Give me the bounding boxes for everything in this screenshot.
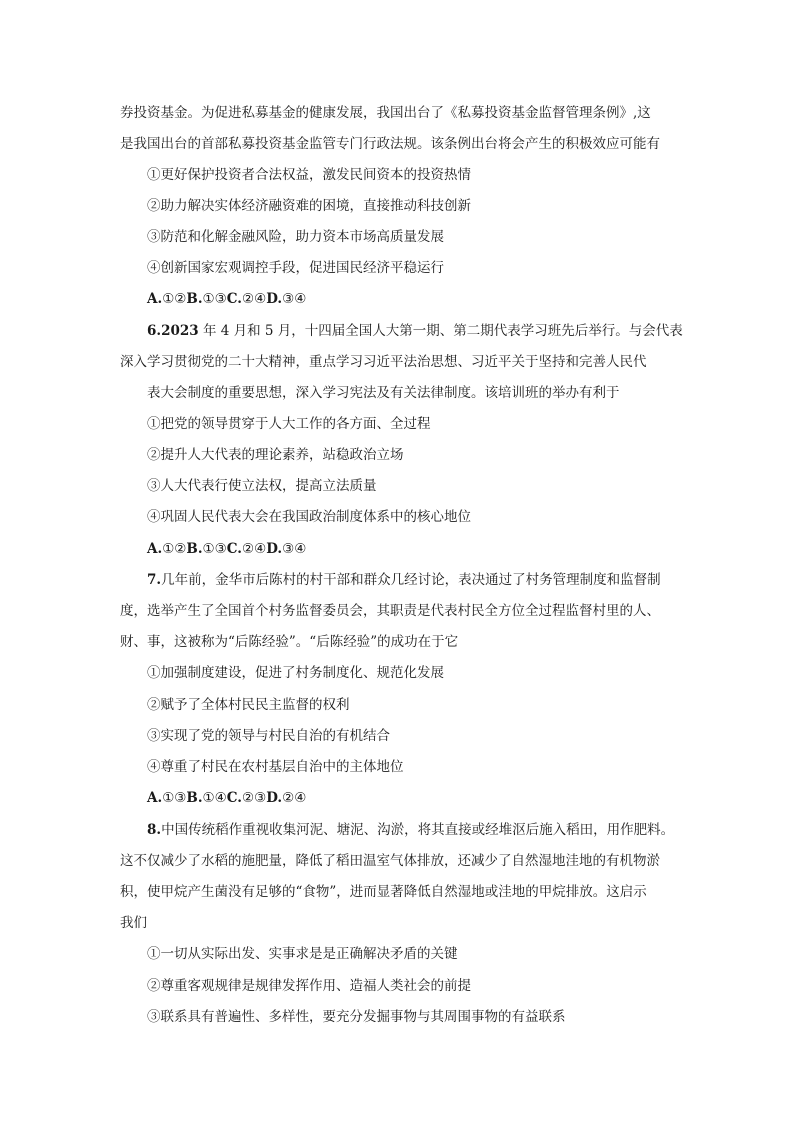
q5-option-1: ①更好保护投资者合法权益，激发民间资本的投资热情 xyxy=(147,167,471,183)
q8-option-2: ②尊重客观规律是规律发挥作用、造福人类社会的前提 xyxy=(147,978,471,994)
q5-stem-line-1: 券投资基金。为促进私募基金的健康发展，我国出台了《私募投资基金监督管理条例》,这 xyxy=(120,105,651,121)
q7-answer-choices: A.①③B.①④C.②③D.②④ xyxy=(147,790,307,806)
q8-stem-line-3: 积，使甲烷产生菌没有足够的“食物”，进而显著降低自然湿地或洼地的甲烷排放。这启示 xyxy=(120,884,647,900)
q7-option-4: ④尊重了村民在农村基层自治中的主体地位 xyxy=(147,759,404,775)
q7-stem-line-2: 度，选举产生了全国首个村务监督委员会，其职责是代表村民全方位全过程监督村里的人、 xyxy=(120,603,660,619)
q5-option-2: ②助力解决实体经济融资难的困境，直接推动科技创新 xyxy=(147,198,471,214)
q7-option-3: ③实现了党的领导与村民自治的有机结合 xyxy=(147,728,390,744)
q6-stem-line-3: 表大会制度的重要思想，深入学习宪法及有关法律制度。该培训班的举办有利于 xyxy=(147,385,620,401)
q6-option-3: ③人大代表行使立法权，提高立法质量 xyxy=(147,478,377,494)
q8-option-1: ①一切从实际出发、实事求是是正确解决矛盾的关键 xyxy=(147,946,458,962)
q7-stem-line-1: 7.几年前，金华市后陈村的村干部和群众几经讨论，表决通过了村务管理制度和监督制 xyxy=(147,572,661,588)
q8-stem-line-1: 8.中国传统稻作重视收集河泥、塘泥、沟淤，将其直接或经堆沤后施入稻田，用作肥料。 xyxy=(147,822,675,838)
q8-option-3: ③联系具有普遍性、多样性，要充分发掘事物与其周围事物的有益联系 xyxy=(147,1009,566,1025)
q6-stem-line-1: 6.2023 年 4 月和 5 月，十四届全国人大第一期、第二期代表学习班先后举行。与会代表 xyxy=(147,323,683,339)
q8-stem-line-2: 这不仅减少了水稻的施肥量，降低了稻田温室气体排放，还减少了自然湿地洼地的有机物淤 xyxy=(120,853,660,869)
q5-stem-line-2: 是我国出台的首部私募投资基金监管专门行政法规。该条例出台将会产生的积极效应可能有 xyxy=(120,136,660,152)
q8-stem-line-4: 我们 xyxy=(120,915,147,931)
q5-answer-choices: A.①②B.①③C.②④D.③④ xyxy=(147,291,307,307)
q6-option-2: ②提升人大代表的理论素养，站稳政治立场 xyxy=(147,447,404,463)
q6-option-1: ①把党的领导贯穿于人大工作的各方面、全过程 xyxy=(147,416,431,432)
q5-option-4: ④创新国家宏观调控手段，促进国民经济平稳运行 xyxy=(147,260,444,276)
q5-option-3: ③防范和化解金融风险，助力资本市场高质量发展 xyxy=(147,229,444,245)
q6-stem-line-2: 深入学习贯彻党的二十大精神，重点学习习近平法治思想、习近平关于坚持和完善人民代 xyxy=(120,354,647,370)
q7-option-2: ②赋予了全体村民民主监督的权利 xyxy=(147,697,350,713)
q7-stem-line-3: 财、事，这被称为“后陈经验”。“后陈经验”的成功在于它 xyxy=(120,634,459,650)
q6-option-4: ④巩固人民代表大会在我国政治制度体系中的核心地位 xyxy=(147,509,471,525)
q7-option-1: ①加强制度建设，促进了村务制度化、规范化发展 xyxy=(147,665,444,681)
q6-answer-choices: A.①②B.①③C.②④D.③④ xyxy=(147,541,307,557)
